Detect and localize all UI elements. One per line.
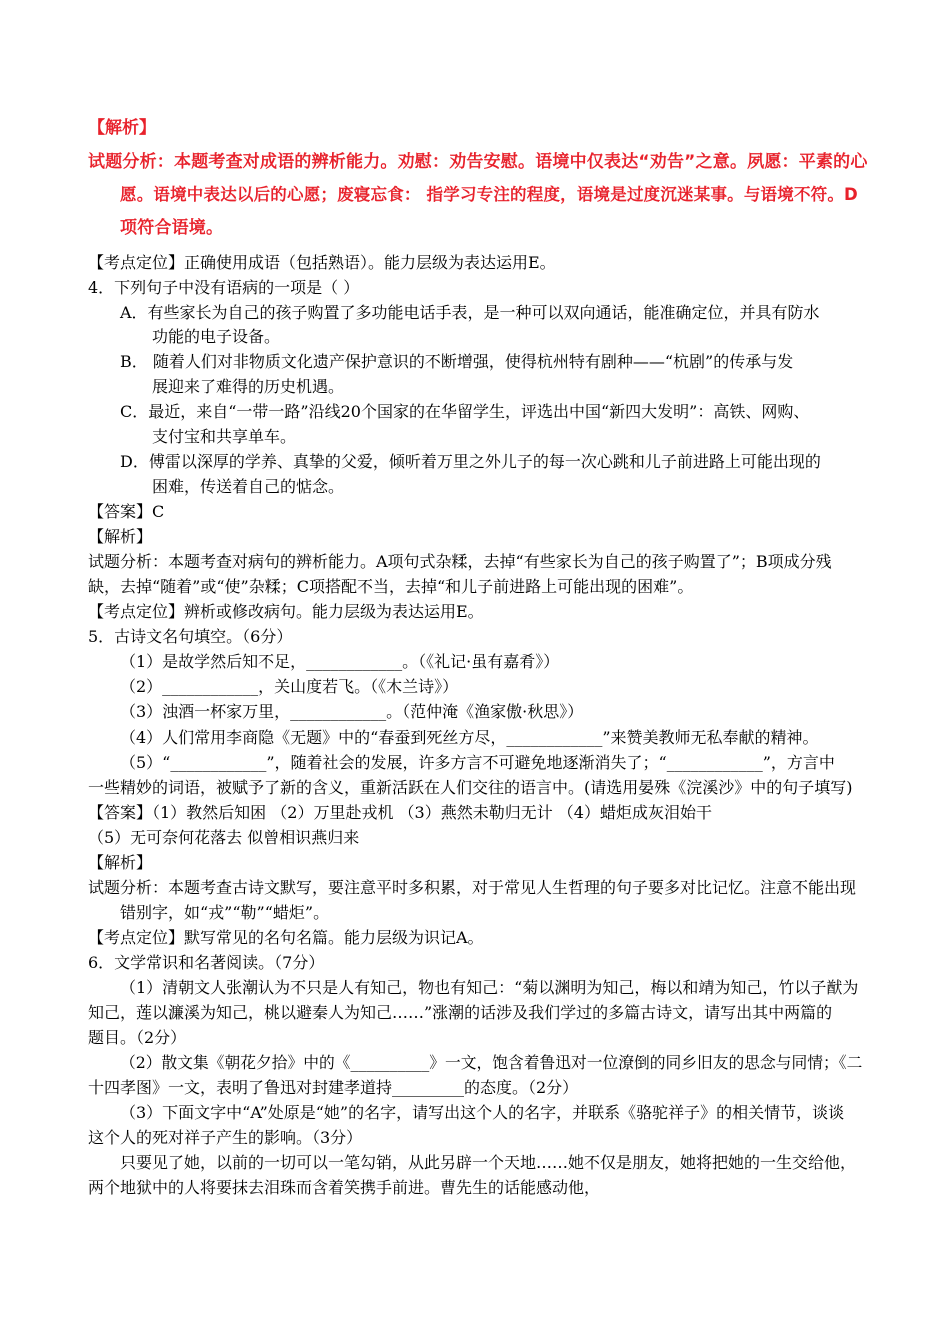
question-4-title: 4．下列句子中没有语病的一项是（ ） xyxy=(88,278,360,297)
passage-text: 两个地狱中的人将要抹去泪珠而含着笑携手前进。曹先生的话能感动他， xyxy=(88,1178,601,1197)
question-6-text: （3）下面文字中“A”处原是“她”的名字，请写出这个人的名字，并联系《骆驼祥子》的相关情节，谈谈 xyxy=(120,1103,845,1122)
question-5-title: 5．古诗文名句填空。（6分） xyxy=(88,627,293,646)
fill-blank-item: （4）人们常用李商隐《无题》中的“春蚕到死丝方尽，____________”来赞美教师无私奉献的精神。 xyxy=(120,728,819,747)
passage-text: 只要见了她，以前的一切可以一笔勾销，从此另辟一个天地……她不仅是朋友，她将把她的一生交给他， xyxy=(120,1153,857,1172)
option-b-line: B． 随着人们对非物质文化遗产保护意识的不断增强，使得杭州特有剧种——“杭剧”的传承与发 xyxy=(120,352,794,371)
option-b-line: 展迎来了难得的历史机遇。 xyxy=(152,377,345,396)
question-6-text: （1）清朝文人张潮认为不只是人有知己，物也有知己：“菊以渊明为知己，梅以和靖为知己，竹以子猷为 xyxy=(120,978,859,997)
analysis-text-line: 试题分析：本题考查对病句的辨析能力。A项句式杂糅，去掉“有些家长为自己的孩子购置了”；B项成分残 xyxy=(88,552,832,571)
key-point-line: 【考点定位】辨析或修改病句。能力层级为表达运用E。 xyxy=(88,602,484,621)
option-c-line: 支付宝和共享单车。 xyxy=(152,427,297,446)
option-a-line: A．有些家长为自己的孩子购置了多功能电话手表，是一种可以双向通话，能准确定位，并具有防水 xyxy=(120,303,820,322)
question-6-text: （2）散文集《朝花夕拾》中的《__________》一文，饱含着鲁迅对一位潦倒的同乡旧友的思念与同情；《二 xyxy=(120,1053,863,1072)
question-6-text: 这个人的死对祥子产生的影响。（3分） xyxy=(88,1128,363,1147)
answer-line: 【答案】C xyxy=(88,502,165,521)
analysis-text-line: 试题分析：本题考查对成语的辨析能力。劝慰：劝告安慰。语境中仅表达“劝告”之意。夙愿：平素的心 xyxy=(88,152,868,172)
analysis-text-line: 试题分析：本题考查古诗文默写，要注意平时多积累，对于常见人生哲理的句子要多对比记忆。注意不能出现 xyxy=(88,878,857,897)
option-a-line: 功能的电子设备。 xyxy=(152,327,281,346)
answer-line: （5）无可奈何花落去 似曾相识燕归来 xyxy=(88,828,360,847)
fill-blank-item: （2）____________，关山度若飞。（《木兰诗》） xyxy=(120,677,459,696)
fill-blank-item: （5）“____________”，随着社会的发展，许多方言不可避免地逐渐消失了；“____________”，方言中 xyxy=(120,753,835,772)
analysis-text-line: 缺，去掉“随着”或“使”杂糅；C项搭配不当，去掉“和儿子前进路上可能出现的困难”。 xyxy=(88,577,694,596)
option-d-line: D．傅雷以深厚的学养、真挚的父爱，倾听着万里之外儿子的每一次心跳和儿子前进路上可能出现的 xyxy=(120,452,821,471)
option-c-line: C．最近，来自“一带一路”沿线20个国家的在华留学生，评选出中国“新四大发明”：高铁、网购、 xyxy=(120,402,810,421)
option-d-line: 困难，传送着自己的惦念。 xyxy=(152,477,345,496)
question-6-text: 十四孝图》一文，表明了鲁迅对封建孝道持_________的态度。（2分） xyxy=(88,1078,579,1097)
key-point-line: 【考点定位】正确使用成语（包括熟语）。能力层级为表达运用E。 xyxy=(88,253,556,272)
analysis-heading: 【解析】 xyxy=(88,527,153,546)
key-point-line: 【考点定位】默写常见的名句名篇。能力层级为识记A。 xyxy=(88,928,484,947)
question-6-title: 6．文学常识和名著阅读。（7分） xyxy=(88,953,325,972)
analysis-text-line: 错别字，如“戎”“勒”“蜡炬”。 xyxy=(120,903,330,922)
analysis-text-line: 愿。语境中表达以后的心愿；废寝忘食： 指学习专注的程度，语境是过度沉迷某事。与语境不符。D xyxy=(120,185,858,204)
analysis-heading-1: 【解析】 xyxy=(88,118,156,138)
fill-blank-item: （1）是故学然后知不足，____________。（《礼记·虽有嘉肴》） xyxy=(120,652,560,671)
question-6-text: 知己，莲以濂溪为知己，桃以避秦人为知己……”涨潮的话涉及我们学过的多篇古诗文，请写出其中两篇的 xyxy=(88,1003,833,1022)
answer-line: 【答案】（1）教然后知困 （2）万里赴戎机 （3）燕然未勒归无计 （4）蜡炬成灰泪始干 xyxy=(88,803,712,822)
analysis-heading: 【解析】 xyxy=(88,853,153,872)
fill-blank-item: 一些精妙的词语，被赋予了新的含义，重新活跃在人们交往的语言中。(请选用晏殊《浣溪沙》中的句子填写) xyxy=(88,778,853,797)
fill-blank-item: （3）浊酒一杯家万里，____________。（范仲淹《渔家傲·秋思》） xyxy=(120,702,584,721)
analysis-text-line: 项符合语境。 xyxy=(120,218,224,238)
question-6-text: 题目。（2分） xyxy=(88,1028,187,1047)
